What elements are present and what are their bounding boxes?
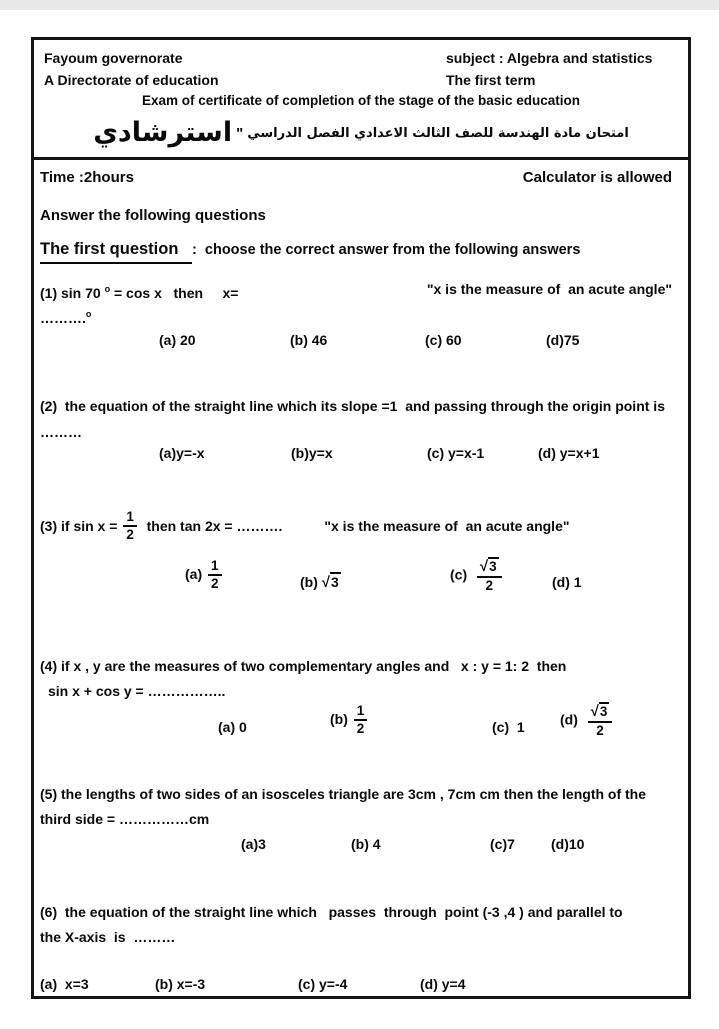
q3-choice-a-fraction: $\frac{1}{2}$ (208, 559, 222, 591)
q4-choice-d-fraction: $\frac{√3}{2}$ (588, 704, 613, 738)
q1-note: "x is the measure of an acute angle" (426, 281, 672, 297)
question-4-stem-line1: (4) if x , y are the measures of two complementary angles and x : y = 1: 2 then (40, 658, 567, 674)
q6-choice-b: (b) x=-3 (155, 976, 206, 992)
question-2-stem: (2) the equation of the straight line which its slope =1 and passing through the origin point is (40, 398, 665, 414)
arabic-quote-mark: " (236, 124, 244, 142)
q5-choice-b: (b) 4 (351, 836, 381, 852)
question-3 (40, 501, 672, 609)
q6-choice-a: (a) x=3 (40, 976, 89, 992)
q5-choices (40, 834, 672, 856)
q2-answer-dots: ……… (40, 424, 82, 440)
term-line: The first term (446, 72, 536, 88)
exam-title: Exam of certificate of completion of the stage of the basic education (141, 93, 581, 108)
question-5-stem-line2: third side = ……………cm (40, 811, 210, 827)
header-left-block (44, 47, 219, 91)
q1-degree-sup: o (104, 284, 111, 294)
q1-choices (40, 330, 672, 352)
q1-choice-a: (a) 20 (159, 332, 196, 348)
q3-stem-pre: (3) if sin x = (40, 517, 122, 534)
directorate-line: A Directorate of education (44, 72, 219, 88)
question-4 (40, 656, 672, 754)
q3-choice-b-sqrt: √3 (321, 574, 339, 591)
question-1 (40, 279, 672, 352)
question-1-stem (40, 279, 672, 304)
exam-body (34, 160, 688, 996)
q2-choices (40, 443, 672, 465)
q5-choice-c: (c)7 (490, 836, 515, 852)
q3-choice-c: (c) $\frac{√3}{2}$ (450, 559, 504, 593)
q4-choice-b-fraction: $\frac{1}{2}$ (354, 704, 368, 736)
q2-choice-b: (b)y=x (291, 445, 333, 461)
q1-dots-degree-sup: o (85, 309, 92, 319)
q1-answer-dots: ……….$^o$ (40, 309, 92, 326)
question-4-stem-line2: sin x + cos y = …………….. (48, 683, 226, 699)
question-5-stem-line1: (5) the lengths of two sides of an isosceles triangle are 3cm , 7cm cm then the length of the (40, 786, 647, 802)
q4-choice-d: (d) $\frac{√3}{2}$ (560, 704, 614, 738)
q4-choice-a: (a) 0 (218, 719, 247, 735)
q3-stem-post: then tan 2x = ………. (138, 517, 283, 534)
governorate-line: Fayoum governorate (44, 50, 183, 66)
question-3-stem (40, 501, 672, 551)
q2-choice-d: (d) y=x+1 (538, 445, 600, 461)
q5-choice-a: (a)3 (241, 836, 266, 852)
answer-instruction: Answer the following questions (40, 207, 266, 224)
arabic-title-line (44, 112, 678, 154)
q1-choice-b: (b) 46 (290, 332, 328, 348)
subject-line: subject : Algebra and statistics (446, 50, 653, 66)
arabic-big-word: استرشادي (93, 117, 233, 148)
q5-choice-d: (d)10 (551, 836, 585, 852)
q3-note: "x is the measure of an acute angle" (324, 517, 570, 534)
first-question-heading (40, 237, 672, 264)
q3-choices (40, 559, 672, 609)
q4-choice-c: (c) 1 (492, 719, 525, 735)
q4-choice-b: (b) $\frac{1}{2}$ (330, 704, 369, 736)
question-6-stem-line2: the X-axis is ……… (40, 929, 176, 945)
q3-choice-d: (d) 1 (552, 574, 582, 590)
q6-choices (40, 974, 672, 996)
meta-row (40, 168, 672, 188)
q2-choice-a: (a)y=-x (159, 445, 205, 461)
question-6 (40, 902, 672, 996)
header-right-block (446, 47, 678, 91)
q1-stem-post: = cos x then x= (110, 285, 239, 301)
question-2 (40, 396, 672, 465)
q1-choice-c: (c) 60 (425, 332, 462, 348)
q1-stem-pre: (1) sin 70 (40, 285, 105, 301)
exam-header (34, 40, 688, 160)
arabic-subtitle: امتحان مادة الهندسة للصف الثالث الاعدادي الفصل الدراسي (247, 125, 629, 141)
q3-choice-b: (b) √3 (300, 574, 339, 591)
first-question-title: The first question (40, 237, 192, 264)
q3-choice-a: (a) $\frac{1}{2}$ (185, 559, 224, 591)
q6-choice-c: (c) y=-4 (298, 976, 348, 992)
time-label: Time :2hours (40, 169, 134, 186)
q6-choice-d: (d) y=4 (420, 976, 466, 992)
q3-choice-c-fraction: $\frac{√3}{2}$ (477, 559, 502, 593)
question-5 (40, 784, 672, 856)
first-question-rest: : choose the correct answer from the following answers (192, 242, 581, 258)
page-top-band (0, 0, 719, 10)
q4-choices (40, 704, 672, 754)
calculator-label: Calculator is allowed (522, 169, 672, 186)
q3-fraction: $\frac{1}{2}$ (123, 510, 137, 542)
question-6-stem-line1: (6) the equation of the straight line which passes through point (-3 ,4 ) and parallel to (40, 904, 623, 920)
q2-choice-c: (c) y=x-1 (427, 445, 485, 461)
q1-choice-d: (d)75 (546, 332, 580, 348)
exam-sheet (31, 37, 691, 999)
